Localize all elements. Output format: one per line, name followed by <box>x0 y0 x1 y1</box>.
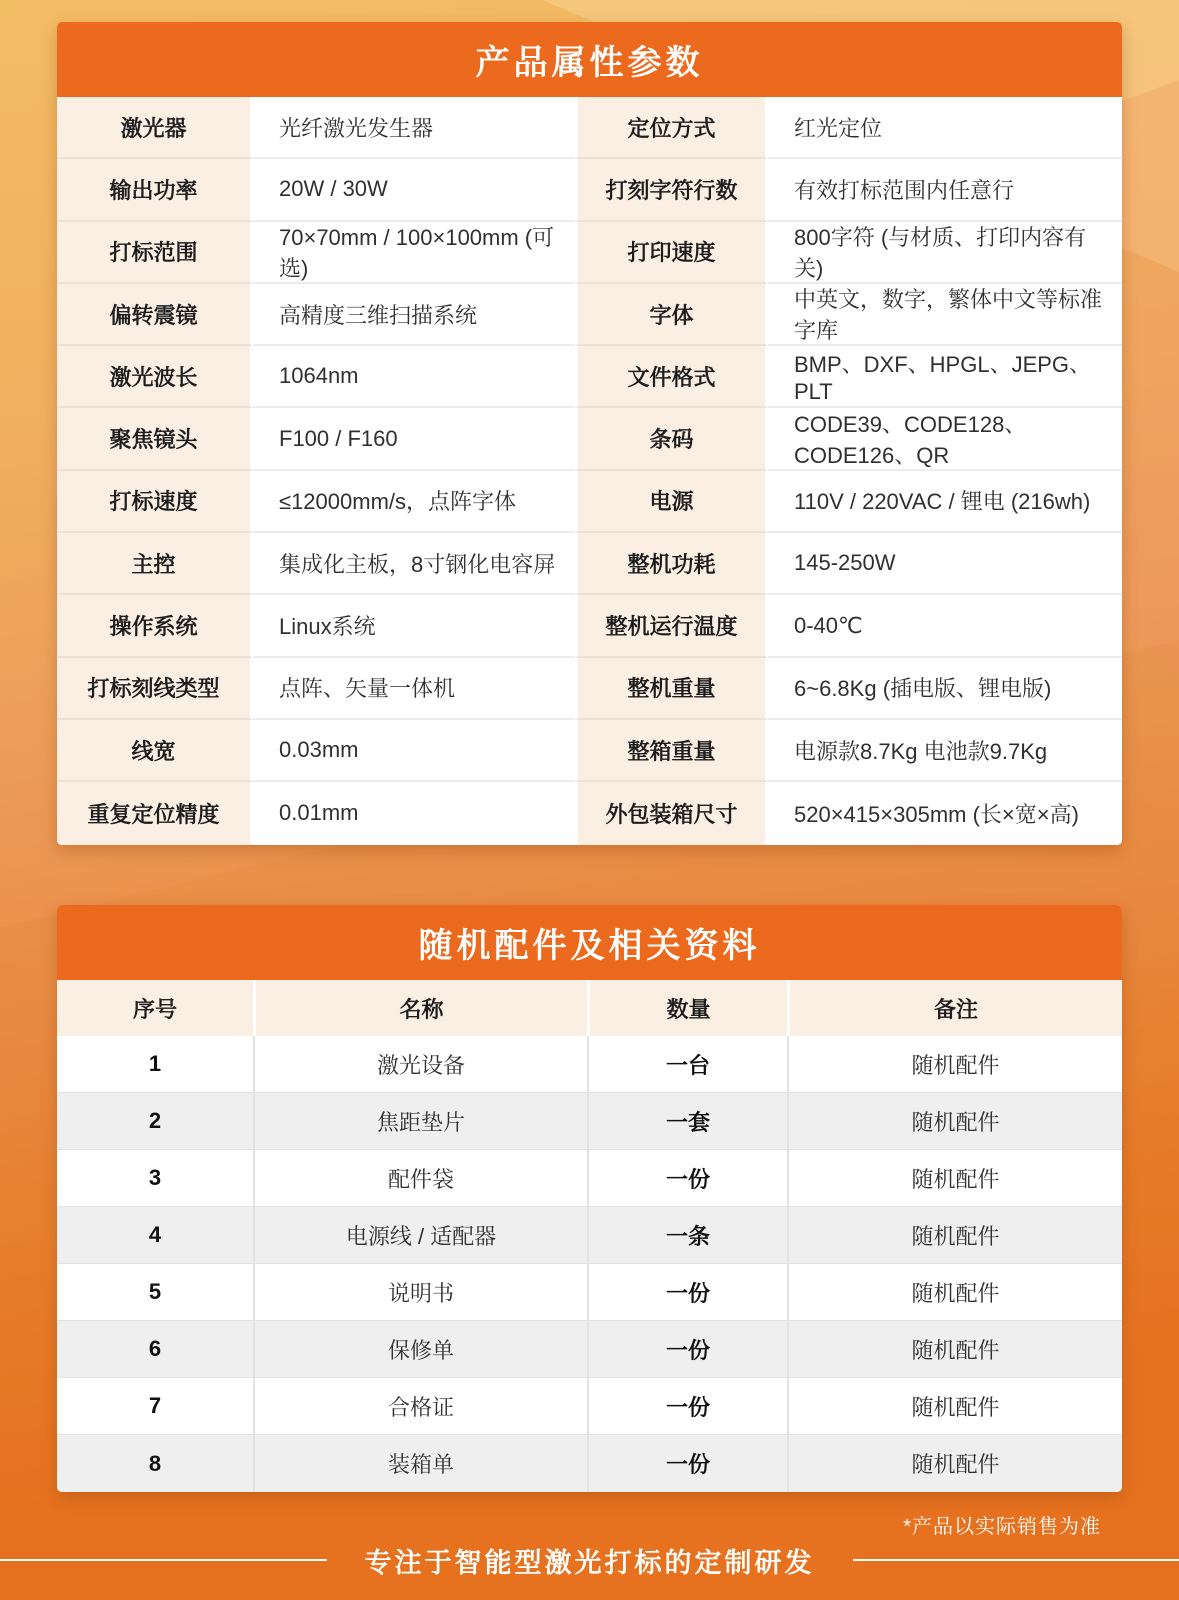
spec-label-cell: 主控 <box>57 533 253 595</box>
spec-value-cell: CODE39、CODE128、CODE126、QR <box>768 408 1122 470</box>
spec-value-cell: 110V / 220VAC / 锂电 (216wh) <box>768 471 1122 533</box>
spec-value-cell: 6~6.8Kg (插电版、锂电版) <box>768 658 1122 720</box>
accessories-qty-cell: 一份 <box>587 1435 787 1492</box>
accessories-num-cell: 7 <box>57 1378 253 1435</box>
accessories-card-title: 随机配件及相关资料 <box>418 927 761 965</box>
spec-label-cell: 电源 <box>575 471 768 533</box>
spec-label-cell: 打印速度 <box>575 222 768 284</box>
accessories-qty-cell: 一份 <box>587 1378 787 1435</box>
accessories-row <box>57 1378 1122 1435</box>
spec-value-cell: 集成化主板，8寸钢化电容屏 <box>253 533 575 595</box>
accessories-row <box>57 1093 1122 1150</box>
spec-label-cell: 整箱重量 <box>575 720 768 782</box>
accessories-qty-cell: 一套 <box>587 1093 787 1150</box>
accessories-note-cell: 随机配件 <box>787 1378 1122 1435</box>
spec-value-cell: 中英文，数字，繁体中文等标准字库 <box>768 284 1122 346</box>
accessories-name-cell: 装箱单 <box>253 1435 587 1492</box>
spec-value-cell: 1064nm <box>253 346 575 408</box>
spec-label-cell: 文件格式 <box>575 346 768 408</box>
spec-value-cell: 0.01mm <box>253 782 575 844</box>
spec-value-cell: F100 / F160 <box>253 408 575 470</box>
accessories-row <box>57 1036 1122 1093</box>
spec-value-cell: 0.03mm <box>253 720 575 782</box>
spec-value-cell: 145-250W <box>768 533 1122 595</box>
spec-label-cell: 重复定位精度 <box>57 782 253 844</box>
spec-label-cell: 整机重量 <box>575 658 768 720</box>
spec-value-cell: 有效打标范围内任意行 <box>768 159 1122 221</box>
accessories-row <box>57 1207 1122 1264</box>
spec-label-cell: 打刻字符行数 <box>575 159 768 221</box>
accessories-qty-cell: 一份 <box>587 1264 787 1321</box>
spec-label-cell: 打标刻线类型 <box>57 658 253 720</box>
spec-value-cell: 520×415×305mm (长×宽×高) <box>768 782 1122 844</box>
spec-label-cell: 字体 <box>575 284 768 346</box>
accessories-name-cell: 合格证 <box>253 1378 587 1435</box>
accessories-header-cell: 名称 <box>253 980 587 1036</box>
spec-label-cell: 偏转震镜 <box>57 284 253 346</box>
spec-card <box>57 22 1122 845</box>
spec-label-cell: 激光器 <box>57 97 253 159</box>
spec-label-cell: 打标范围 <box>57 222 253 284</box>
accessories-num-cell: 2 <box>57 1093 253 1150</box>
disclaimer-note: *产品以实际销售为准 <box>903 1516 1101 1538</box>
accessories-note-cell: 随机配件 <box>787 1093 1122 1150</box>
spec-value-cell: 0-40℃ <box>768 595 1122 657</box>
accessories-name-cell: 配件袋 <box>253 1150 587 1207</box>
accessories-note-cell: 随机配件 <box>787 1264 1122 1321</box>
spec-value-cell: BMP、DXF、HPGL、JEPG、PLT <box>768 346 1122 408</box>
accessories-row <box>57 1150 1122 1207</box>
spec-value-cell: 70×70mm / 100×100mm (可选) <box>253 222 575 284</box>
spec-value-cell: 红光定位 <box>768 97 1122 159</box>
accessories-name-cell: 焦距垫片 <box>253 1093 587 1150</box>
spec-label-cell: 线宽 <box>57 720 253 782</box>
accessories-num-cell: 4 <box>57 1207 253 1264</box>
accessories-name-cell: 电源线 / 适配器 <box>253 1207 587 1264</box>
accessories-row <box>57 1435 1122 1492</box>
accessories-num-cell: 8 <box>57 1435 253 1492</box>
accessories-name-cell: 保修单 <box>253 1321 587 1378</box>
accessories-num-cell: 6 <box>57 1321 253 1378</box>
accessories-header-row <box>57 980 1122 1036</box>
spec-value-cell: ≤12000mm/s，点阵字体 <box>253 471 575 533</box>
accessories-note-cell: 随机配件 <box>787 1435 1122 1492</box>
accessories-card <box>57 905 1122 1492</box>
spec-label-cell: 外包装箱尺寸 <box>575 782 768 844</box>
spec-card-header <box>57 22 1122 97</box>
accessories-name-cell: 说明书 <box>253 1264 587 1321</box>
accessories-note-cell: 随机配件 <box>787 1036 1122 1093</box>
spec-value-cell: 800字符 (与材质、打印内容有关) <box>768 222 1122 284</box>
spec-value-cell: 光纤激光发生器 <box>253 97 575 159</box>
accessories-num-cell: 3 <box>57 1150 253 1207</box>
spec-table <box>57 97 1122 845</box>
accessories-row <box>57 1264 1122 1321</box>
spec-label-cell: 激光波长 <box>57 346 253 408</box>
accessories-note-cell: 随机配件 <box>787 1207 1122 1264</box>
spec-label-cell: 定位方式 <box>575 97 768 159</box>
spec-label-cell: 输出功率 <box>57 159 253 221</box>
accessories-qty-cell: 一条 <box>587 1207 787 1264</box>
spec-value-cell: Linux系统 <box>253 595 575 657</box>
spec-label-cell: 整机运行温度 <box>575 595 768 657</box>
tagline-rule-right <box>853 1559 1179 1561</box>
spec-label-cell: 条码 <box>575 408 768 470</box>
accessories-qty-cell: 一台 <box>587 1036 787 1093</box>
spec-value-cell: 点阵、矢量一体机 <box>253 658 575 720</box>
accessories-num-cell: 1 <box>57 1036 253 1093</box>
accessories-qty-cell: 一份 <box>587 1321 787 1378</box>
accessories-card-header <box>57 905 1122 980</box>
spec-value-cell: 20W / 30W <box>253 159 575 221</box>
footer-tagline-row <box>0 1540 1179 1580</box>
spec-label-cell: 操作系统 <box>57 595 253 657</box>
accessories-table-body <box>57 1036 1122 1492</box>
accessories-note-cell: 随机配件 <box>787 1150 1122 1207</box>
tagline-rule-left <box>0 1559 327 1561</box>
accessories-qty-cell: 一份 <box>587 1150 787 1207</box>
accessories-header-cell: 序号 <box>57 980 253 1036</box>
spec-card-title: 产品属性参数 <box>475 44 704 82</box>
spec-label-cell: 整机功耗 <box>575 533 768 595</box>
accessories-name-cell: 激光设备 <box>253 1036 587 1093</box>
accessories-header-cell: 备注 <box>787 980 1122 1036</box>
accessories-note-cell: 随机配件 <box>787 1321 1122 1378</box>
spec-value-cell: 高精度三维扫描系统 <box>253 284 575 346</box>
spec-label-cell: 聚焦镜头 <box>57 408 253 470</box>
spec-label-cell: 打标速度 <box>57 471 253 533</box>
accessories-row <box>57 1321 1122 1378</box>
footer-tagline: 专注于智能型激光打标的定制研发 <box>364 1547 815 1578</box>
accessories-header-cell: 数量 <box>587 980 787 1036</box>
spec-value-cell: 电源款8.7Kg 电池款9.7Kg <box>768 720 1122 782</box>
accessories-num-cell: 5 <box>57 1264 253 1321</box>
